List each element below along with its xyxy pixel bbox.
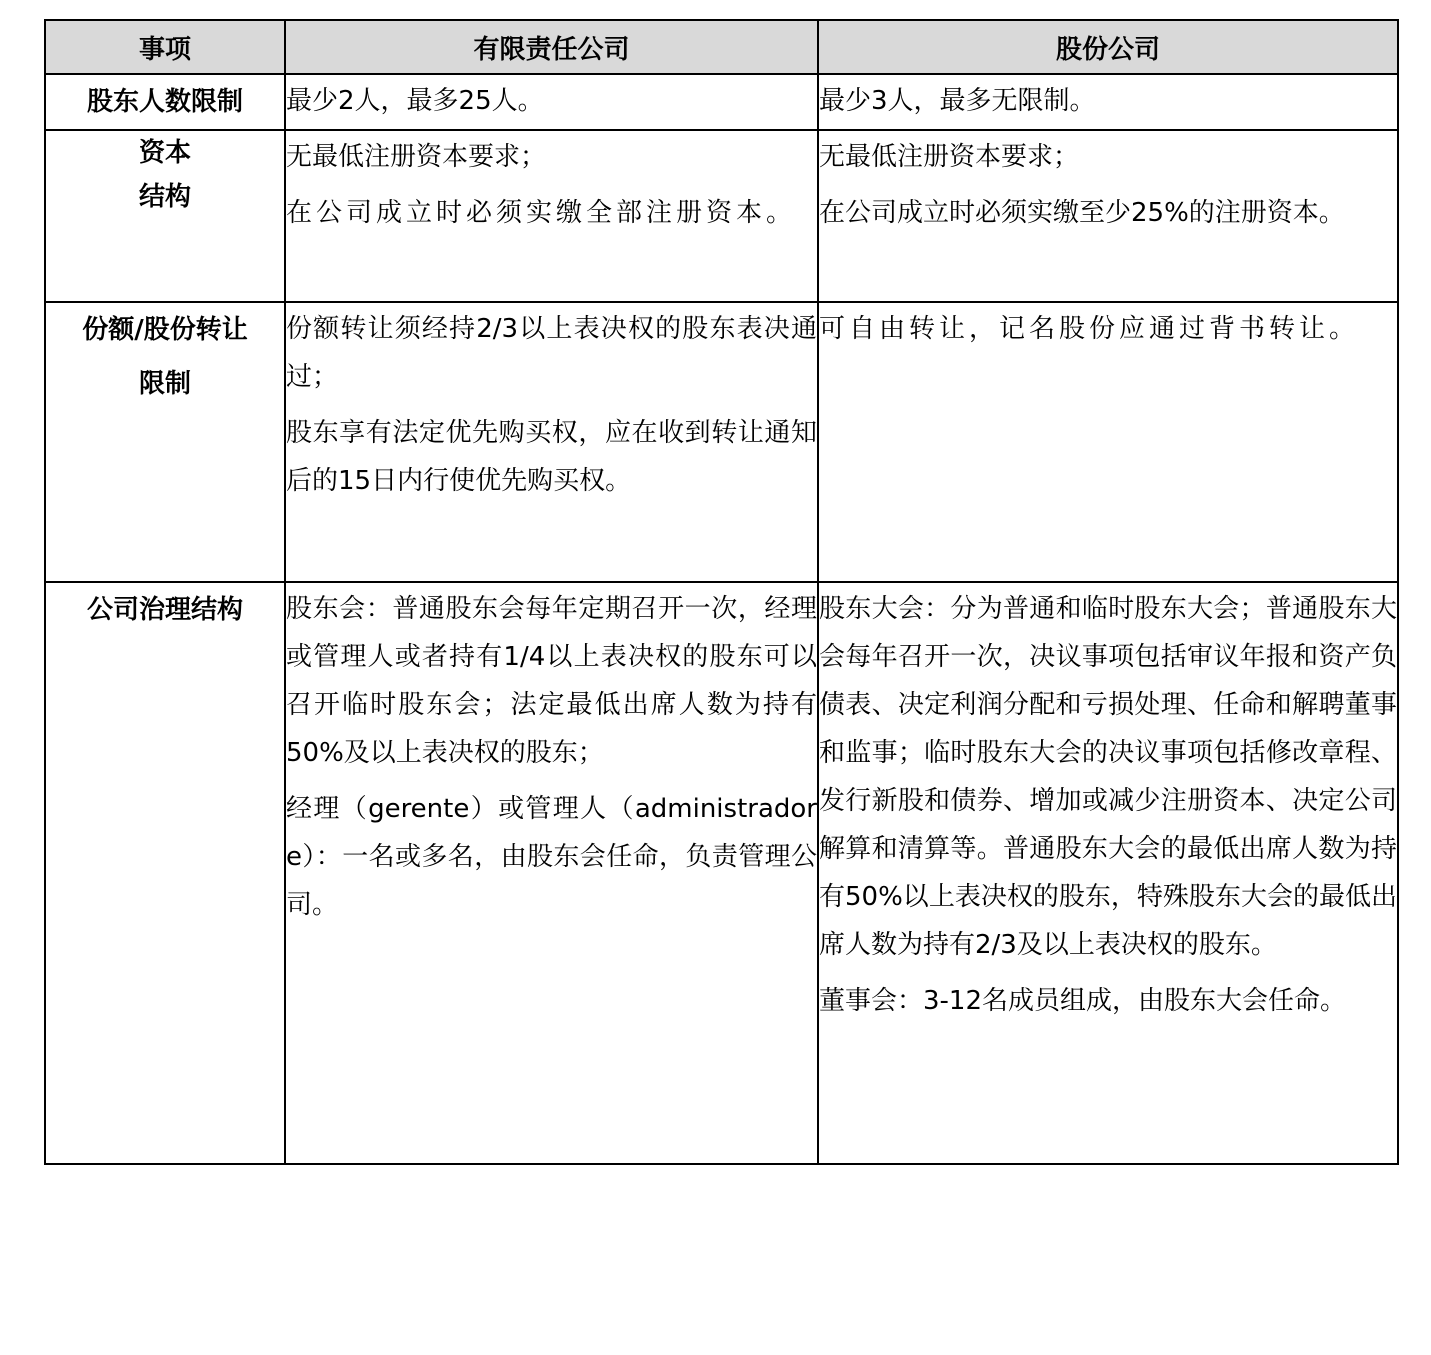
cell-paragraph: 份额转让须经持2/3以上表决权的股东表决通过； <box>286 314 817 392</box>
header-item: 事项 <box>45 20 285 74</box>
sa-cell <box>818 74 1398 130</box>
table-row <box>45 74 1398 130</box>
table-row <box>45 582 1398 1164</box>
row-label <box>45 302 285 582</box>
cell-paragraph: 股东享有法定优先购买权，应在收到转让通知后的15日内行使优先购买权。 <box>286 418 817 496</box>
sa-cell <box>818 302 1398 582</box>
row-label <box>45 74 285 130</box>
row-label-text: 公司治理结构 <box>86 595 243 625</box>
llc-cell <box>285 582 818 1164</box>
sa-cell <box>818 582 1398 1164</box>
llc-cell <box>285 130 818 302</box>
cell-paragraph: 股东会：普通股东会每年定期召开一次，经理或管理人或者持有1/4以上表决权的股东可以召开临时股东会；法定最低出席人数为持有50%及以上表决权的股东； <box>286 594 817 768</box>
table-row <box>45 302 1398 582</box>
header-llc: 有限责任公司 <box>285 20 818 74</box>
row-label-text: 结构 <box>138 182 191 212</box>
sa-cell <box>818 130 1398 302</box>
cell-paragraph: 在公司成立时必须实缴至少25%的注册资本。 <box>819 198 1345 228</box>
comparison-table <box>44 19 1399 1165</box>
row-label-text: 份额/股份转让 <box>82 315 248 345</box>
header-row <box>45 20 1398 74</box>
cell-paragraph: 董事会：3-12名成员组成，由股东大会任命。 <box>819 986 1347 1016</box>
cell-paragraph: 最少3人，最多无限制。 <box>819 86 1096 116</box>
llc-cell <box>285 302 818 582</box>
cell-paragraph: 无最低注册资本要求； <box>819 142 1080 172</box>
row-label <box>45 582 285 1164</box>
row-label-text: 限制 <box>138 369 191 399</box>
cell-paragraph: 经理（gerente）或管理人（administradore）：一名或多名，由股东会任命，负责管理公司。 <box>286 794 817 920</box>
cell-paragraph: 最少2人，最多25人。 <box>286 86 544 116</box>
cell-paragraph: 无最低注册资本要求； <box>286 142 547 172</box>
llc-cell <box>285 74 818 130</box>
cell-paragraph: 可自由转让，记名股份应通过背书转让。 <box>819 314 1360 344</box>
row-label-text: 股东人数限制 <box>86 87 243 117</box>
row-label-text: 资本 <box>138 138 191 168</box>
table-row <box>45 130 1398 302</box>
cell-paragraph: 在公司成立时必须实缴全部注册资本。 <box>286 198 797 228</box>
cell-paragraph: 股东大会：分为普通和临时股东大会；普通股东大会每年召开一次，决议事项包括审议年报和资产负债表、决定利润分配和亏损处理、任命和解聘董事和监事；临时股东大会的决议事项包括修改章程、发行新股和债券、增加或减少注册资本、决定公司解算和清算等。普通股东大会的最低出席人数为持有50%以上表决权的股东，特殊股东大会的最低出席人数为持有2/3及以上表决权的股东。 <box>819 594 1397 960</box>
header-sa: 股份公司 <box>818 20 1398 74</box>
row-label <box>45 130 285 302</box>
